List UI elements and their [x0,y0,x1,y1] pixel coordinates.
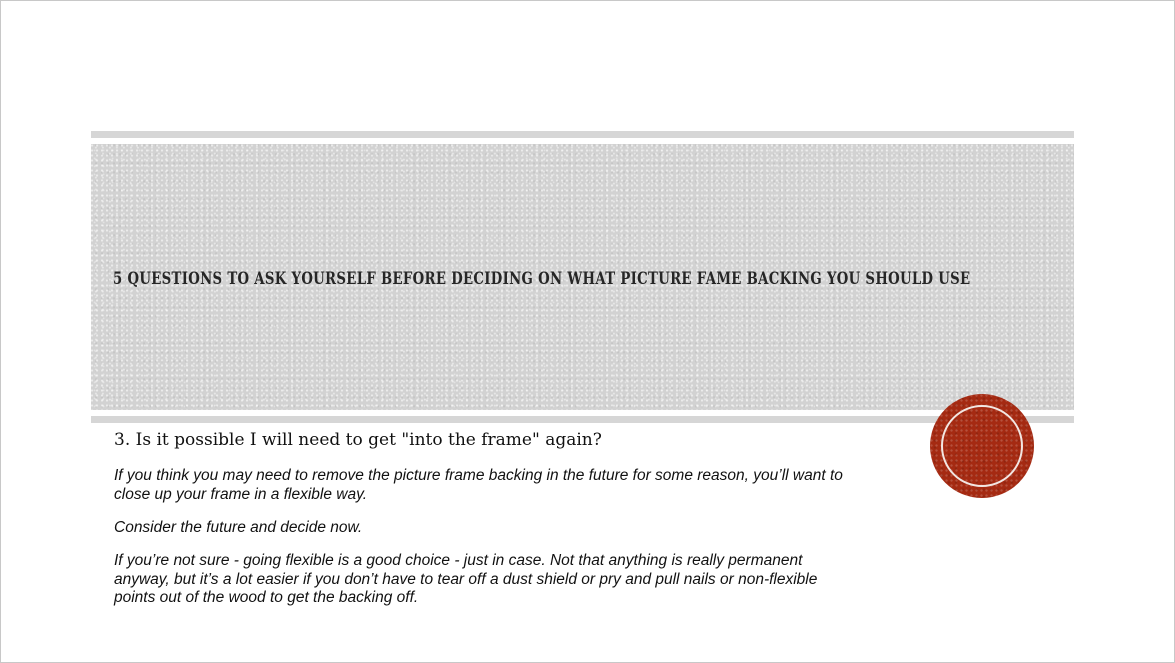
slide-title: 5 QUESTIONS TO ASK YOURSELF BEFORE DECIDING ON WHAT PICTURE FAME BACKING YOU SHOULD USE [113,269,971,289]
body-paragraph-1: If you think you may need to remove the picture frame backing in the future for some reason, you’ll want to close up your frame in a flexible way. [114,467,843,503]
badge-inner-ring [941,405,1023,487]
body-paragraph-2: Consider the future and decide now. [114,519,363,536]
title-band-top-stripe [91,131,1074,138]
body-paragraph-3: If you’re not sure - going flexible is a good choice - just in case. Not that anything is really permanent anyway, but it’s a lot easier if you don’t have to tear off a dust shield or pry and pull nails or non-flexible points out of the wood to get the backing off. [114,552,818,606]
title-band-bottom-stripe [91,416,1074,423]
decorative-circle-badge [930,394,1034,498]
question-heading: 3. Is it possible I will need to get "into the frame" again? [114,430,602,450]
